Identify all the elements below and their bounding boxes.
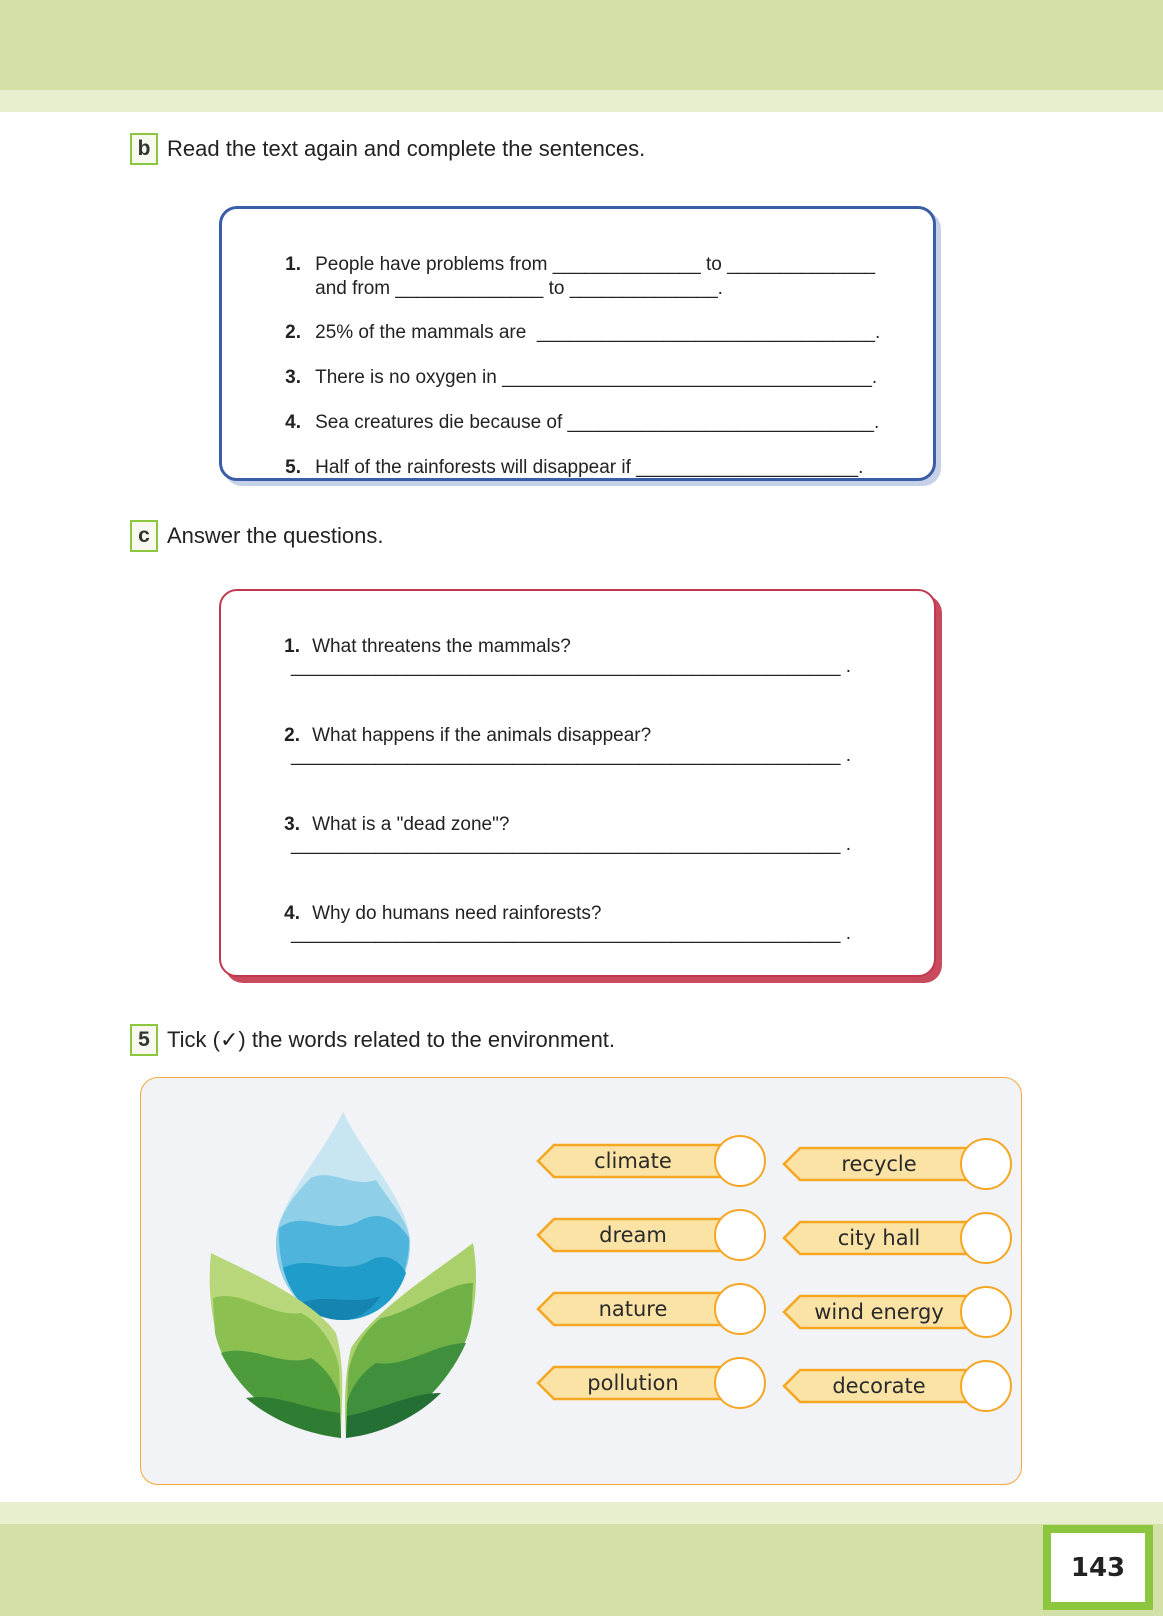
tick-box-dream[interactable] (714, 1209, 766, 1261)
word-tag-wind-energy (782, 1294, 980, 1330)
water-drop-leaves-illustration (201, 1108, 491, 1448)
item-number: 5. (285, 457, 301, 478)
word-label: nature (598, 1297, 668, 1321)
word-label: climate (594, 1149, 672, 1173)
question-text: What threatens the mammals? (312, 636, 571, 657)
item-number: 1. (285, 254, 301, 275)
word-tag-city-hall (782, 1220, 980, 1256)
page-number-badge (1043, 1525, 1153, 1610)
word-tag-dream (536, 1217, 734, 1253)
sentence-text: Sea creatures die because of _____________________________. (315, 412, 880, 433)
sentence-text: 25% of the mammals are ________________________________. (315, 322, 881, 343)
section-c-title: Answer the questions. (167, 523, 384, 548)
item-number: 4. (284, 903, 300, 924)
word-label: city hall (837, 1226, 921, 1250)
word-tag-climate (536, 1143, 734, 1179)
tick-box-nature[interactable] (714, 1283, 766, 1335)
item-number: 2. (285, 322, 301, 343)
tick-box-climate[interactable] (714, 1135, 766, 1187)
header-band (0, 0, 1163, 90)
tick-box-city-hall[interactable] (960, 1212, 1012, 1264)
word-label: recycle (841, 1152, 917, 1176)
answer-line-2[interactable]: ____________________________________________________ . (291, 745, 852, 766)
question-text: What happens if the animals disappear? (312, 725, 652, 746)
tick-box-pollution[interactable] (714, 1357, 766, 1409)
question-text: Why do humans need rainforests? (312, 903, 602, 924)
footer-band (0, 1524, 1163, 1616)
tick-box-wind-energy[interactable] (960, 1286, 1012, 1338)
questions-box (219, 589, 936, 977)
sentence-text: Half of the rainforests will disappear if _____________________. (315, 457, 864, 478)
item-number: 3. (285, 367, 301, 388)
section-5-heading (130, 1022, 615, 1058)
word-tag-decorate (782, 1368, 980, 1404)
sentence-completion-box (219, 206, 936, 481)
section-5-number: 5 (130, 1024, 158, 1056)
page-number: 143 (1051, 1533, 1145, 1602)
sentence-text: and from ______________ to ______________. (315, 278, 723, 299)
question-text: What is a "dead zone"? (312, 814, 510, 835)
section-b-heading (130, 131, 645, 167)
item-number: 2. (284, 725, 300, 746)
item-number: 1. (284, 636, 300, 657)
word-tag-pollution (536, 1365, 734, 1401)
item-number: 4. (285, 412, 301, 433)
answer-line-3[interactable]: ____________________________________________________ . (291, 834, 852, 855)
section-c-heading (130, 518, 383, 554)
section-b-letter: b (130, 133, 158, 165)
tick-box-decorate[interactable] (960, 1360, 1012, 1412)
answer-line-1[interactable]: ____________________________________________________ . (291, 656, 852, 677)
word-label: pollution (587, 1371, 679, 1395)
header-strip (0, 90, 1163, 112)
word-label: wind energy (814, 1300, 944, 1324)
section-b-title: Read the text again and complete the sentences. (167, 136, 646, 161)
sentence-text: People have problems from ______________ to ______________ (315, 254, 876, 275)
item-number: 3. (284, 814, 300, 835)
section-c-letter: c (130, 520, 158, 552)
section-5-title: Tick (✓) the words related to the environment. (167, 1027, 616, 1052)
footer-strip (0, 1502, 1163, 1524)
tick-box-recycle[interactable] (960, 1138, 1012, 1190)
word-label: dream (599, 1223, 667, 1247)
word-label: decorate (832, 1374, 926, 1398)
sentence-item-5[interactable] (264, 435, 863, 501)
word-tag-nature (536, 1291, 734, 1327)
word-tag-recycle (782, 1146, 980, 1182)
answer-line-4[interactable]: ____________________________________________________ . (291, 923, 852, 944)
sentence-text: There is no oxygen in ___________________________________. (315, 367, 878, 388)
tick-words-box (140, 1077, 1022, 1485)
